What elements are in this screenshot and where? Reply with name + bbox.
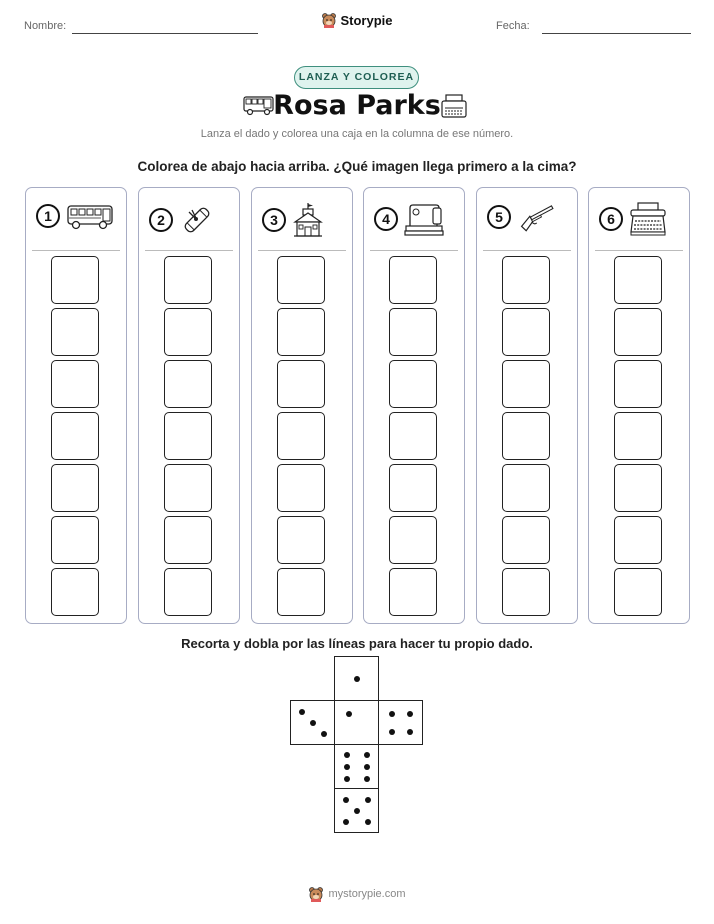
pip [354,676,360,682]
bear-icon [321,12,337,28]
color-box[interactable] [277,464,325,512]
pip [299,709,305,715]
color-box[interactable] [51,568,99,616]
pip [365,797,371,803]
color-box[interactable] [614,256,662,304]
pip [364,752,370,758]
column-3 [251,187,353,624]
pip [389,711,395,717]
column-number: 5 [487,205,511,229]
color-box[interactable] [502,360,550,408]
coloring-instruction: Colorea de abajo hacia arriba. ¿Qué imagen llega primero a la cima? [137,159,577,174]
color-box[interactable] [51,360,99,408]
color-box[interactable] [51,516,99,564]
pip [354,808,360,814]
color-box[interactable] [51,308,99,356]
rifle-icon [517,202,557,232]
color-box[interactable] [614,360,662,408]
pip [343,797,349,803]
column-1 [25,187,127,624]
color-box[interactable] [164,568,212,616]
color-box[interactable] [502,464,550,512]
color-box[interactable] [277,412,325,460]
column-divider [370,250,458,251]
color-box[interactable] [389,412,437,460]
pip [344,764,350,770]
pip [407,729,413,735]
die-face-five [334,788,379,833]
color-box[interactable] [389,360,437,408]
die-face-six [334,744,379,789]
name-label: Nombre: [24,20,67,32]
color-box[interactable] [277,256,325,304]
column-number: 1 [36,204,60,228]
brand-name: Storypie [340,12,393,28]
footer [0,886,714,902]
color-box[interactable] [277,568,325,616]
pip [321,731,327,737]
page-title: Rosa Parks [273,90,441,121]
brand-logo [0,12,714,28]
color-box[interactable] [502,412,550,460]
date-line [542,33,691,34]
schoolhouse-icon [292,202,324,238]
column-divider [483,250,571,251]
bear-icon [308,886,324,902]
typewriter-icon [629,202,667,236]
color-box[interactable] [502,568,550,616]
column-number: 4 [374,207,398,231]
color-box[interactable] [502,308,550,356]
column-divider [32,250,120,251]
column-4 [363,187,465,624]
pip [344,776,350,782]
color-box[interactable] [614,568,662,616]
die-face-three [290,700,335,745]
column-divider [595,250,683,251]
color-box[interactable] [164,308,212,356]
subtitle: Lanza el dado y colorea una caja en la columna de ese número. [200,128,514,140]
color-box[interactable] [164,256,212,304]
color-box[interactable] [389,464,437,512]
color-box[interactable] [389,516,437,564]
color-box[interactable] [502,256,550,304]
pip [344,752,350,758]
footer-url[interactable]: mystorypie.com [328,888,406,900]
die-face-one-center [334,700,379,745]
column-6 [588,187,690,624]
color-box[interactable] [614,464,662,512]
pip [365,819,371,825]
column-number: 3 [262,208,286,232]
column-divider [258,250,346,251]
pip [346,711,352,717]
column-5 [476,187,578,624]
color-box[interactable] [277,308,325,356]
color-box[interactable] [277,516,325,564]
pip [364,776,370,782]
color-box[interactable] [51,412,99,460]
column-divider [145,250,233,251]
color-box[interactable] [614,308,662,356]
color-box[interactable] [164,360,212,408]
color-box[interactable] [389,256,437,304]
pip [364,764,370,770]
color-box[interactable] [164,412,212,460]
activity-tag: LANZA Y COLOREA [294,66,419,89]
date-label: Fecha: [496,20,530,32]
column-number: 6 [599,207,623,231]
color-box[interactable] [164,464,212,512]
color-box[interactable] [389,568,437,616]
color-box[interactable] [614,412,662,460]
color-box[interactable] [277,360,325,408]
cut-instruction: Recorta y dobla por las líneas para hacer tu propio dado. [181,636,533,651]
diploma-icon [179,202,215,238]
pip [407,711,413,717]
column-2 [138,187,240,624]
color-box[interactable] [389,308,437,356]
column-number: 2 [149,208,173,232]
pip [343,819,349,825]
color-box[interactable] [614,516,662,564]
color-box[interactable] [502,516,550,564]
pip [389,729,395,735]
die-face-four [378,700,423,745]
sewing-machine-icon [404,202,444,236]
color-box[interactable] [51,464,99,512]
color-box[interactable] [164,516,212,564]
bus-icon [66,202,116,230]
die-face-one [334,656,379,701]
color-box[interactable] [51,256,99,304]
pip [310,720,316,726]
typewriter-icon [440,94,468,120]
name-line [72,33,258,34]
